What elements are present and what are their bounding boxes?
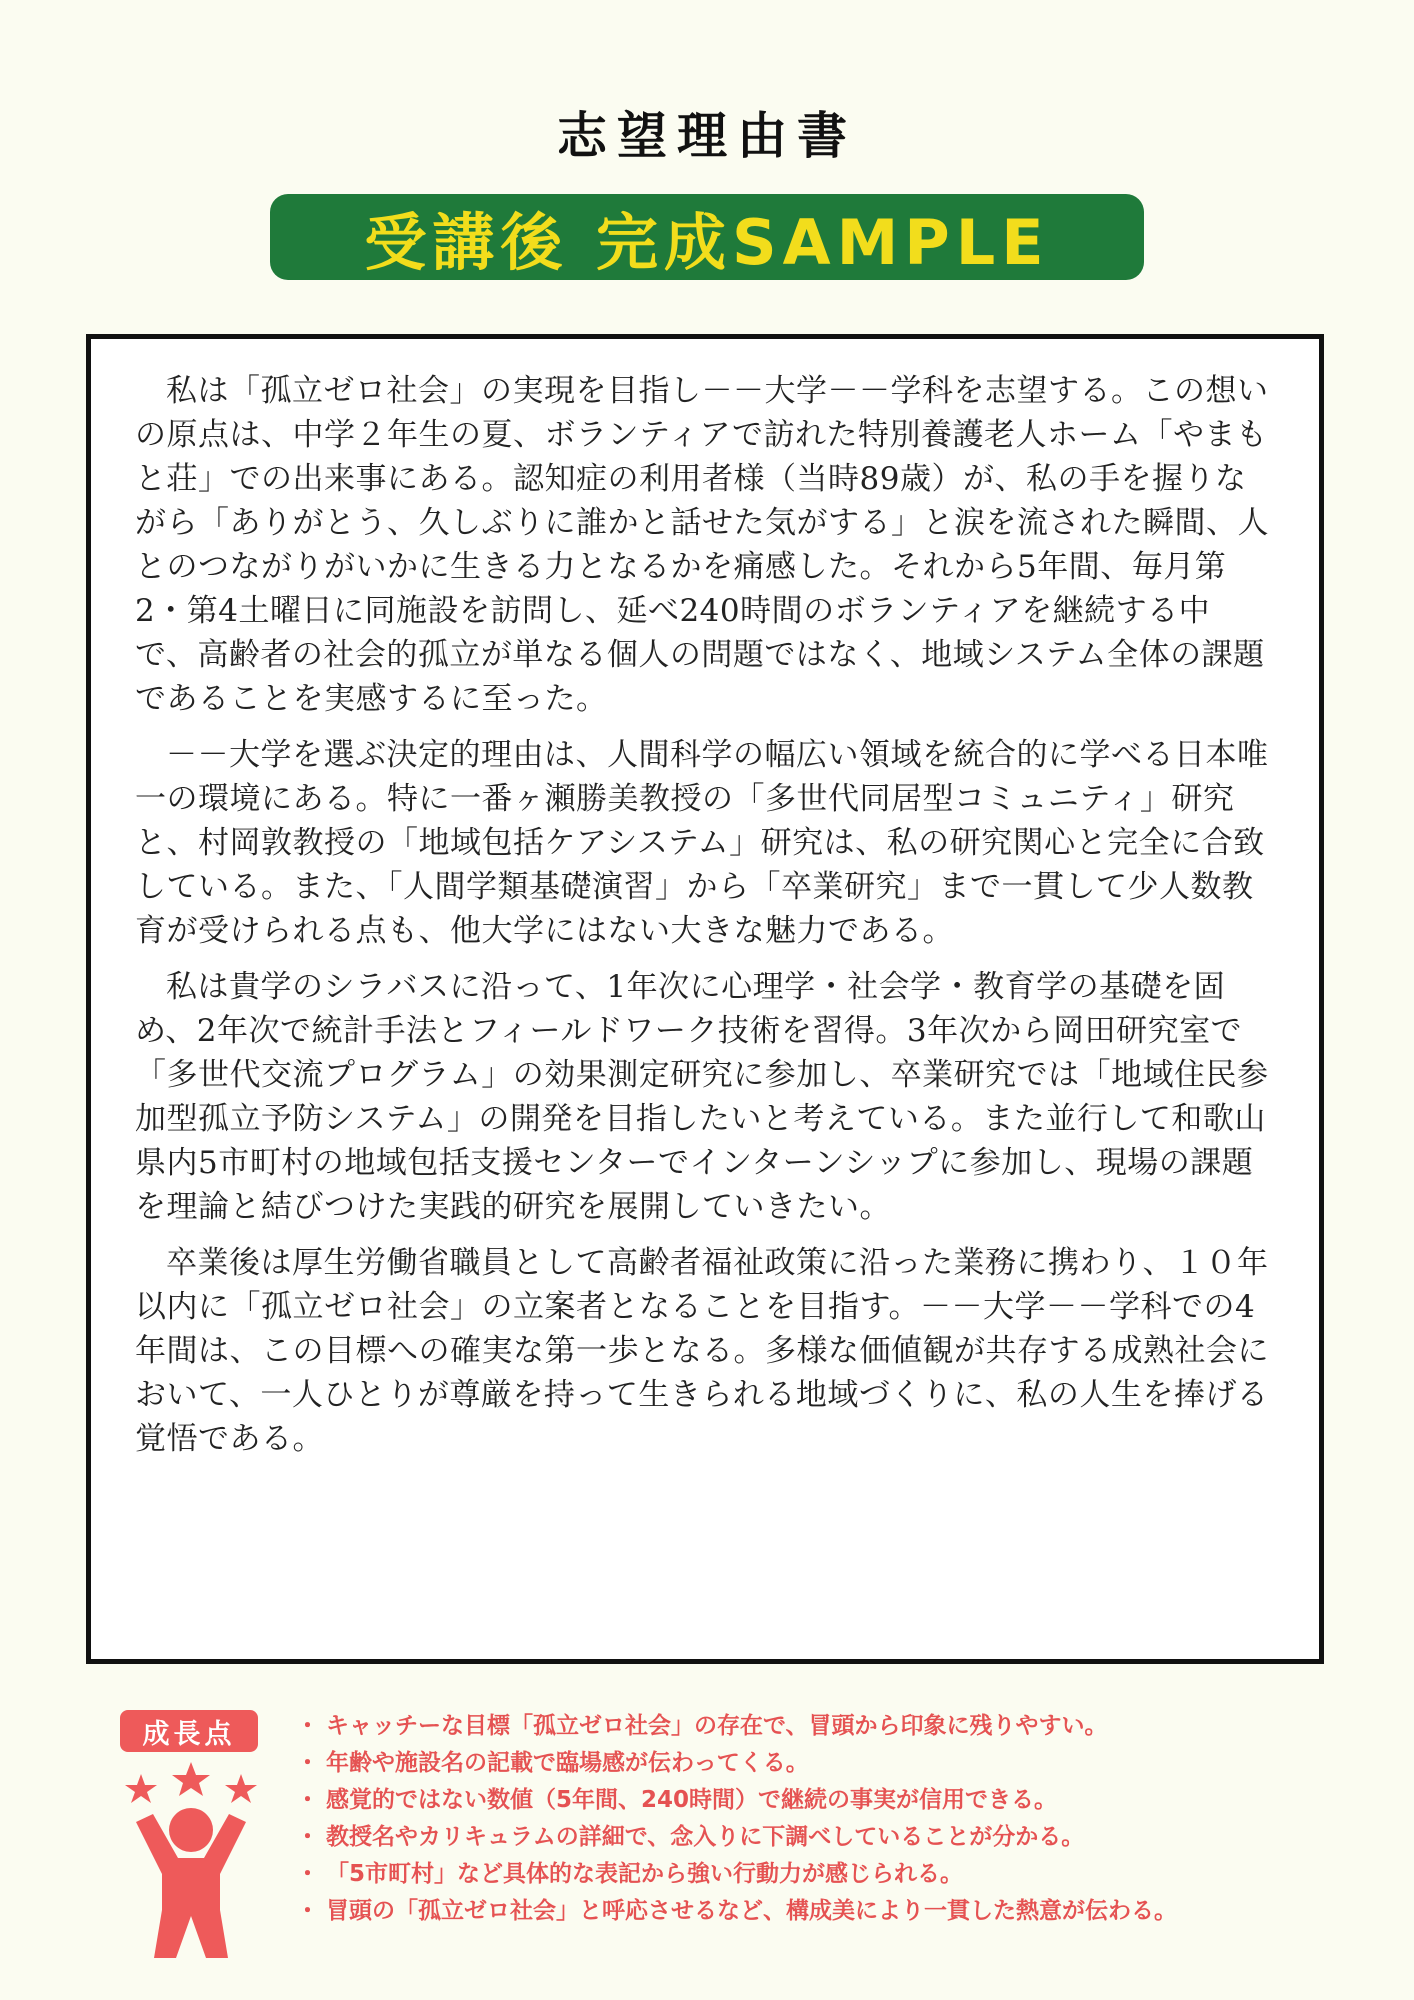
page-title: 志望理由書 (557, 107, 857, 165)
growth-badge: 成長点 (120, 1710, 258, 1752)
bullet-icon: ・ (296, 1787, 319, 1813)
star-icon (172, 1762, 210, 1796)
essay-paragraph: 私は貴学のシラバスに沿って、1年次に心理学・社会学・教育学の基礎を固め、2年次で統計手法とフィールドワーク技術を習得。3年次から岡田研究室で「多世代交流プログラム」の効果測定研究に参加し、卒業研究では「地域住民参加型孤立予防システム」の開発を目指したいと考えている。また並行して和歌山県内5市町村の地域包括支援センターでインターンシップに参加し、現場の課題を理論と結びつけた実践的研究を展開していきたい。 (135, 969, 1269, 1225)
star-icon (125, 1774, 157, 1803)
growth-point: ・ 「5市町村」など具体的な表記から強い行動力が感じられる。 (296, 1856, 1376, 1893)
sample-banner: 受講後 完成SAMPLE (270, 194, 1144, 280)
essay-box (86, 334, 1324, 1664)
growth-point: ・ 年齢や施設名の記載で臨場感が伝わってくる。 (296, 1745, 1376, 1782)
essay-paragraph: 私は「孤立ゼロ社会」の実現を目指し－－大学－－学科を志望する。この想いの原点は、中学２年生の夏、ボランティアで訪れた特別養護老人ホーム「やまもと荘」での出来事にある。認知症の利用者様（当時89歳）が、私の手を握りながら「ありがとう、久しぶりに誰かと話せた気がする」と涙を流された瞬間、人とのつながりがいかに生きる力となるかを痛感した。それから5年間、毎月第2・第4土曜日に同施設を訪問し、延べ240時間のボランティアを継続する中で、高齢者の社会的孤立が単なる個人の問題ではなく、地域システム全体の課題であることを実感するに至った。 (135, 373, 1269, 717)
essay-paragraph: －－大学を選ぶ決定的理由は、人間科学の幅広い領域を統合的に学べる日本唯一の環境にある。特に一番ヶ瀬勝美教授の「多世代同居型コミュニティ」研究と、村岡敦教授の「地域包括ケアシステム」研究は、私の研究関心と完全に合致している。また、「人間学類基礎演習」から「卒業研究」まで一貫して少人数教育が受けられる点も、他大学にはない大きな魅力である。 (135, 737, 1269, 949)
growth-point: ・ キャッチーな目標「孤立ゼロ社会」の存在で、冒頭から印象に残りやすい。 (296, 1708, 1376, 1745)
bullet-icon: ・ (296, 1713, 319, 1739)
growth-point: ・ 冒頭の「孤立ゼロ社会」と呼応させるなど、構成美により一貫した熱意が伝わる。 (296, 1893, 1376, 1930)
essay-paragraph: 卒業後は厚生労働省職員として高齢者福祉政策に沿った業務に携わり、１０年以内に「孤立ゼロ社会」の立案者となることを目指す。－－大学－－学科での4年間は、この目標への確実な第一歩となる。多様な価値観が共存する成熟社会において、一人ひとりが尊厳を持って生きられる地域づくりに、私の人生を捧げる覚悟である。 (135, 1245, 1269, 1457)
growth-point: ・ 教授名やカリキュラムの詳細で、念入りに下調べしていることが分かる。 (296, 1819, 1376, 1856)
person-with-stars-icon (116, 1762, 266, 1962)
growth-points (296, 1708, 1376, 1930)
bullet-icon: ・ (296, 1750, 319, 1776)
star-icon (225, 1774, 257, 1803)
bullet-icon: ・ (296, 1824, 319, 1850)
bullet-icon: ・ (296, 1898, 319, 1924)
bullet-icon: ・ (296, 1861, 319, 1887)
growth-point: ・ 感覚的ではない数値（5年間、240時間）で継続の事実が信用できる。 (296, 1782, 1376, 1819)
